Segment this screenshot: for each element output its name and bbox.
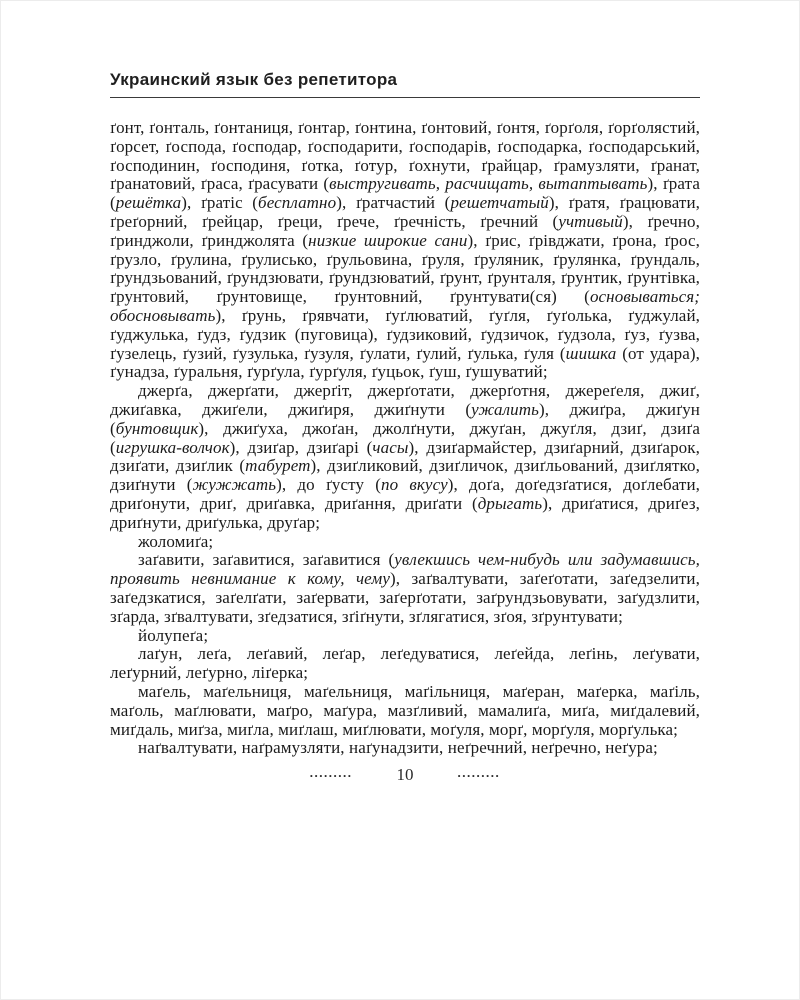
word-list: джерґа, джерґати, джерґіт, джерґотати, джерґотня, джереґеля, джиґ, джиґавка, джиґели, джиґиря, джиґнути ( [110, 381, 700, 419]
dictionary-text [110, 119, 700, 758]
gloss-italic: ужалить [471, 399, 539, 419]
gloss-italic: табурет [245, 456, 311, 476]
word-list: ), дзиґармайстер, дзиґарний, дзиґарок, дзиґати, дзиґлик ( [110, 437, 700, 476]
gloss-italic: бесплатно [258, 193, 337, 213]
word-list: ), ґрата ( [110, 174, 700, 213]
word-list: ), дриґатися, дриґез, дриґнути, дриґулька, друґар; [110, 493, 700, 532]
word-list: ), ґратчастий ( [336, 193, 451, 213]
gloss-italic: низкие широкие сани [308, 230, 468, 250]
page-footer [110, 765, 700, 785]
gloss-italic: решетчатый [450, 193, 549, 213]
gloss-italic: игрушка-волчок [115, 437, 230, 457]
gloss-italic: бунтовщик [115, 418, 199, 438]
word-list: йолупеґа; [138, 625, 209, 645]
paragraph [110, 683, 700, 739]
word-list: наґвалтувати, наґрамузляти, наґунадзити, неґречний, неґречно, неґура; [138, 738, 658, 758]
word-list: ), ґречно, ґринджоли, ґринджолята ( [110, 211, 701, 250]
gloss-italic: основываться; обосновывать [110, 287, 700, 325]
word-list: ), дзиґар, дзиґарі ( [229, 437, 373, 457]
paragraph [110, 119, 700, 382]
gloss-italic: часы [372, 437, 409, 457]
page-header [110, 70, 700, 98]
word-list: лаґун, леґа, леґавий, леґар, леґедуватися, леґейда, леґінь, леґувати, леґурний, леґурно, ліґерка; [110, 644, 700, 683]
word-list: ґонт, ґонталь, ґонтаниця, ґонтар, ґонтина, ґонтовий, ґонтя, ґорґоля, ґорґолястий, ґорсет, ґоспода, ґосподар, ґосподарити, ґосподарів, ґосподарка, ґосподарський, ґосподинин, ґосподиня, ґотка, ґотур, ґохнути, ґрайцар, ґрамузляти, ґранат, ґранатовий, ґраса, ґрасувати ( [110, 118, 700, 194]
page-number: 10 [396, 765, 414, 785]
word-list: маґель, маґельниця, маґельниця, маґільниця, маґеран, маґерка, маґіль, маґоль, маґлювати, маґро, маґура, мазґливий, мамалиґа, миґа, миґдалевий, миґдаль, миґза, миґла, миґлаш, миґлювати, моґуля, морґ, морґуля, морґулька; [110, 681, 700, 739]
paragraph [110, 382, 700, 532]
gloss-italic: решётка [115, 193, 182, 213]
word-list: ), ґратіс ( [181, 193, 259, 213]
paragraph [110, 645, 700, 683]
word-list: ), ґратя, ґрацювати, ґреґорний, ґрейцар, ґреци, ґрече, ґречність, ґречний ( [110, 193, 700, 231]
word-list: ), заґвалтувати, заґеґотати, заґедзелити, заґедзкатися, заґелґати, заґервати, заґерґотати, заґрундзьовувати, заґудзлити, зґарда, зґвалтувати, зґедзатися, зґіґнути, зґлягатися, зґоя, зґрунтувати; [110, 569, 700, 626]
word-list: заґавити, заґавитися, заґавитися ( [138, 550, 395, 570]
word-list: ), ґрис, ґрівджати, ґрона, ґрос, ґрузло, ґрулина, ґрулисько, ґрульовина, ґруля, ґруляник, ґрулянка, ґрундаль, ґрундзьований, ґрундзювати, ґрундзюватий, ґрунт, ґрунталя, ґрунтик, ґрунтівка, ґрунтовий, ґрунтовище, ґрунтовний, ґрунтувати(ся) ( [110, 230, 701, 307]
gloss-italic: выстругивать, расчищать, вытаптывать [329, 174, 648, 194]
paragraph [110, 627, 700, 646]
word-list: жоломиґа; [138, 531, 214, 551]
word-list: (от удара), ґунадза, ґуральня, ґурґула, ґурґуля, ґуцьок, ґуш, ґушуватий; [110, 343, 700, 382]
header-rule [110, 97, 700, 98]
paragraph [110, 739, 700, 758]
gloss-italic: дрыгать [477, 493, 543, 513]
gloss-italic: по вкусу [381, 475, 448, 495]
footer-dots-right: ......... [457, 765, 501, 781]
word-list: ), джиґуха, джоґан, джолґнути, джуґан, джуґля, дзиґ, дзиґа ( [110, 418, 700, 457]
gloss-italic: учтивый [558, 211, 623, 231]
paragraph [110, 551, 700, 626]
gloss-italic: шишка [565, 343, 617, 363]
paragraph [110, 533, 700, 552]
gloss-italic: жужжать [192, 475, 277, 495]
word-list: ), ґрунь, ґрявчати, ґуґлюватий, ґуґля, ґуґолька, ґуджулай, ґуджулька, ґудз, ґудзик (пуговица), ґудзиковий, ґудзичок, ґудзола, ґуз, ґузва, ґузелець, ґузий, ґузулька, ґузуля, ґулати, ґулий, ґулька, ґуля ( [110, 305, 700, 363]
word-list: ), джиґра, джиґун ( [110, 399, 700, 438]
word-list: ), до ґусту ( [276, 475, 382, 495]
running-title: Украинский язык без репетитора [110, 70, 398, 89]
word-list: ), дзиґликовий, дзиґличок, дзиґльований, дзиґлятко, дзиґнути ( [110, 456, 700, 495]
footer-dots-left: ......... [309, 765, 353, 781]
gloss-italic: увлекшись чем-нибудь или задумавшись, проявить невнимание к кому, чему [110, 550, 700, 589]
word-list: ), доґа, доґедзґатися, доґлебати, дриґонути, дриґ, дриґавка, дриґання, дриґати ( [110, 475, 700, 513]
